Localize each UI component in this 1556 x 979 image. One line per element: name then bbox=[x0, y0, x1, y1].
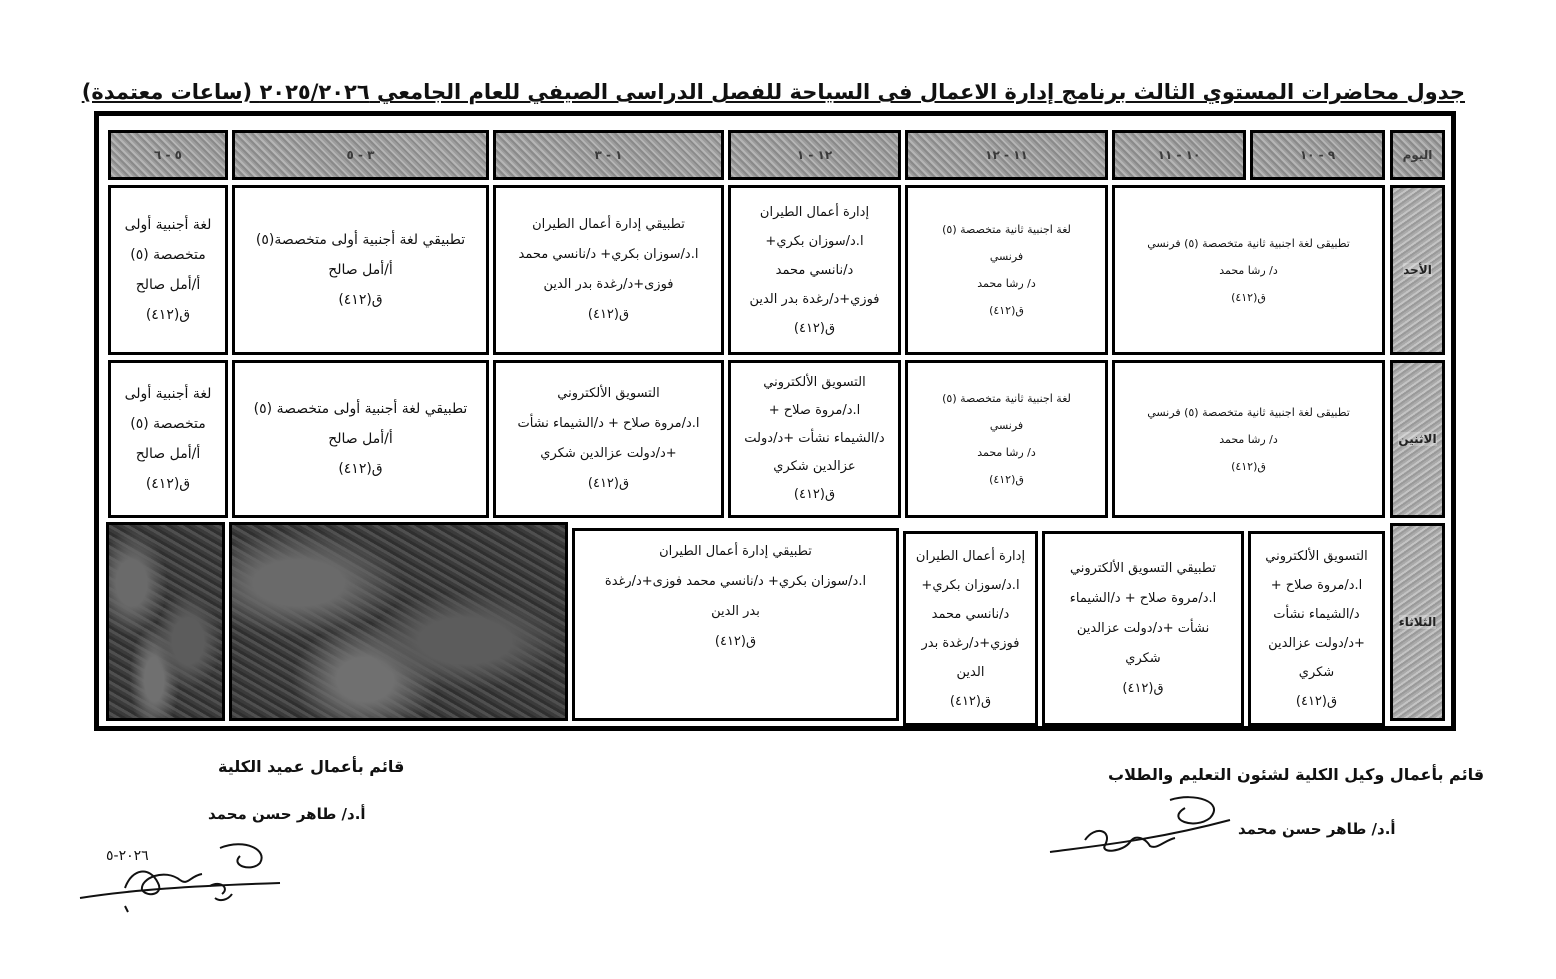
header-day: اليوم bbox=[1390, 130, 1445, 180]
sunday-aviation-applied: تطبيقي إدارة أعمال الطيران ا.د/سوزان بكري+ د/نانسي محمد فوزى+د/رغدة بدر الدين ق(٤١٢) bbox=[493, 185, 724, 355]
tuesday-emarketing-applied: تطبيقي التسويق الألكتروني ا.د/مروة صلاح + د/الشيماء نشأت +د/دولت عزالدين شكري ق(٤١٢) bbox=[1042, 531, 1244, 726]
tuesday-aviation-applied: تطبيقي إدارة أعمال الطيران ا.د/سوزان بكري+ د/نانسي محمد فوزى+د/رغدة بدر الدين ق(٤١٢) bbox=[572, 528, 899, 721]
sunday-first-language-applied: تطبيقي لغة أجنبية أولى متخصصة(٥) أ/أمل صالح ق(٤١٢) bbox=[232, 185, 489, 355]
header-slot-3-5: ٣ - ٥ bbox=[232, 130, 489, 180]
header-slot-5-6: ٥ - ٦ bbox=[108, 130, 228, 180]
monday-first-language-applied: تطبيقي لغة أجنبية أولى متخصصة (٥) أ/أمل صالح ق(٤١٢) bbox=[232, 360, 489, 518]
day-sunday: الأحد bbox=[1390, 185, 1445, 355]
sunday-french-applied: تطبيقى لغة اجنبية ثانية متخصصة (٥) فرنسي د/ رشا محمد ق(٤١٢) bbox=[1112, 185, 1385, 355]
dean-signature bbox=[70, 828, 290, 918]
monday-emarketing-lecture: التسويق الألكتروني ا.د/مروة صلاح + د/الشيماء نشأت +د/دولت عزالدين شكري ق(٤١٢) bbox=[728, 360, 901, 518]
header-slot-9-10: ٩ - ١٠ bbox=[1250, 130, 1385, 180]
header-slot-10-11: ١٠ - ١١ bbox=[1112, 130, 1246, 180]
day-monday: الاثنين bbox=[1390, 360, 1445, 518]
monday-french-applied: تطبيقى لغة اجنبية ثانية متخصصة (٥) فرنسي د/ رشا محمد ق(٤١٢) bbox=[1112, 360, 1385, 518]
tuesday-empty-slot-3-5 bbox=[229, 522, 568, 721]
sunday-french-lecture: لغة اجنبية ثانية متخصصة (٥) فرنسي د/ رشا محمد ق(٤١٢) bbox=[905, 185, 1108, 355]
vice-dean-title: قائم بأعمال وكيل الكلية لشئون التعليم والطلاب bbox=[1108, 765, 1485, 784]
monday-emarketing-lecture-2: التسويق الألكتروني ا.د/مروة صلاح + د/الشيماء نشأت +د/دولت عزالدين شكري ق(٤١٢) bbox=[493, 360, 724, 518]
vice-dean-name: أ.د/ طاهر حسن محمد bbox=[1238, 820, 1396, 838]
dean-title: قائم بأعمال عميد الكلية bbox=[218, 757, 405, 776]
schedule-title: جدول محاضرات المستوي الثالث برنامج إدارة الاعمال فى السياحة للفصل الدراسى الصيفي للعام الجامعي ٢٠٢٥/٢٠٢٦ (ساعات معتمدة) bbox=[81, 80, 1465, 104]
sunday-aviation-lecture: إدارة أعمال الطيران ا.د/سوزان بكري+ د/نانسي محمد فوزي+د/رغدة بدر الدين ق(٤١٢) bbox=[728, 185, 901, 355]
dean-name: أ.د/ طاهر حسن محمد bbox=[208, 805, 366, 823]
handwritten-date: ٢٠٢٦-٥ bbox=[106, 848, 149, 864]
header-slot-1-3: ١ - ٣ bbox=[493, 130, 724, 180]
tuesday-emarketing-lecture: التسويق الألكتروني ا.د/مروة صلاح + د/الشيماء نشأت +د/دولت عزالدين شكري ق(٤١٢) bbox=[1248, 531, 1385, 726]
header-slot-11-12: ١١ - ١٢ bbox=[905, 130, 1108, 180]
tuesday-empty-slot-5-6 bbox=[106, 522, 225, 721]
tuesday-aviation-lecture: إدارة أعمال الطيران ا.د/سوزان بكري+ د/نانسي محمد فوزي+د/رغدة بدر الدين ق(٤١٢) bbox=[903, 531, 1038, 726]
day-tuesday: الثلاثاء bbox=[1390, 523, 1445, 721]
monday-first-language-lecture: لغة أجنبية أولى متخصصة (٥) أ/أمل صالح ق(٤١٢) bbox=[108, 360, 228, 518]
vice-dean-signature bbox=[1045, 790, 1235, 870]
monday-french-lecture: لغة اجنبية ثانية متخصصة (٥) فرنسي د/ رشا محمد ق(٤١٢) bbox=[905, 360, 1108, 518]
header-slot-12-1: ١٢ - ١ bbox=[728, 130, 901, 180]
sunday-first-language-lecture: لغة أجنبية أولى متخصصة (٥) أ/أمل صالح ق(٤١٢) bbox=[108, 185, 228, 355]
